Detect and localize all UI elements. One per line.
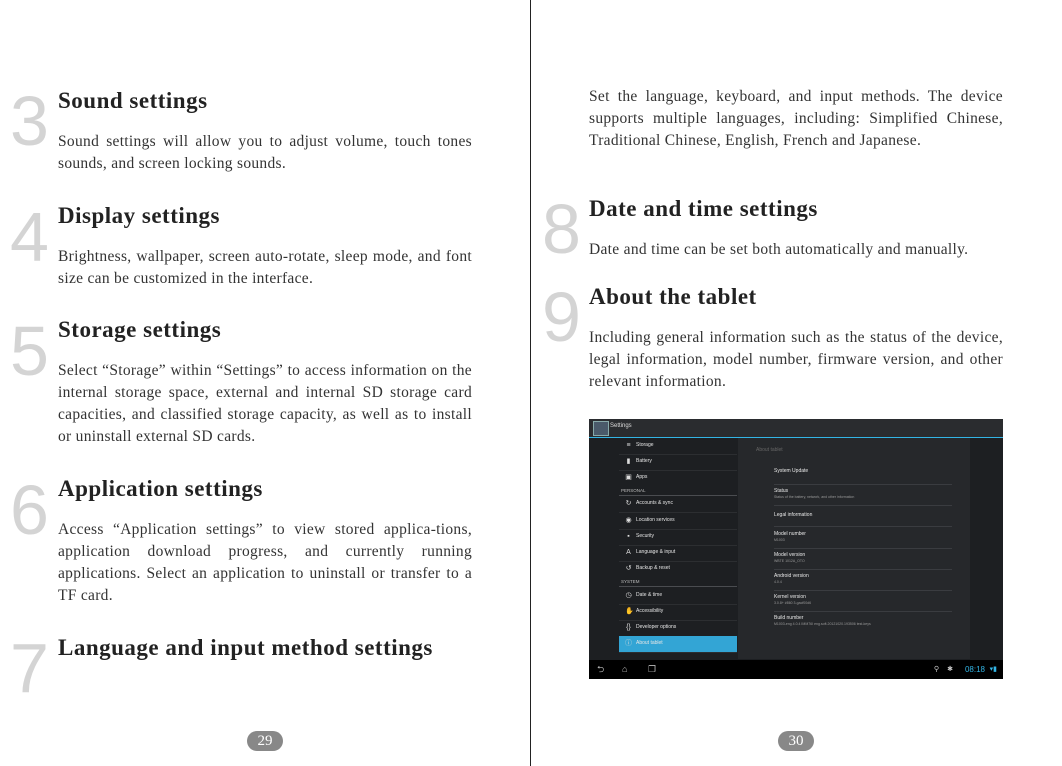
menu-item-backup[interactable] [619, 561, 737, 577]
entry-model-number [774, 531, 952, 549]
section-number: 7 [10, 629, 49, 707]
section-title: Language and input method settings [58, 635, 433, 660]
section-text: Access “Application settings” to view stored applica-tions, application download progress, and currently running applications. Select an application to uninstall or transfer to a TF card. [58, 521, 472, 604]
developer-icon: {} [626, 624, 631, 631]
clock-icon: ◷ [625, 592, 632, 599]
entry-build-number[interactable] [774, 615, 952, 632]
section-text: Including general information such as the status of the device, legal information, model number, firmware version, and other relevant information. [589, 329, 1003, 390]
entry-subtitle: 4.0.4 [774, 580, 782, 584]
detail-pane [738, 438, 970, 659]
entry-subtitle: 3.0.8+ #860 3-gacf00d6 [774, 601, 812, 605]
category-divider [619, 586, 737, 587]
entry-subtitle: Status of the battery, network, and other information [774, 495, 855, 499]
menu-label: Accounts & sync [636, 500, 673, 506]
section-text: Select “Storage” within “Settings” to access information on the internal storage space, external and internal SD storage card capacities, and classified storage capacity, as well as to install or uninstall external SD cards. [58, 362, 472, 445]
section-number: 4 [10, 198, 49, 276]
app-title: Settings [610, 423, 632, 429]
menu-item-apps[interactable] [619, 470, 737, 486]
menu-item-date-time[interactable] [619, 588, 737, 605]
section-number: 8 [542, 190, 581, 268]
entry-kernel-version [774, 594, 952, 612]
section-text: Brightness, wallpaper, screen auto-rotate, sleep mode, and font size can be customized in the interface. [58, 248, 472, 287]
entry-title: Status [774, 488, 789, 494]
settings-icon[interactable] [593, 421, 609, 436]
usb-icon: ⚲ [933, 666, 939, 673]
section-title: Date and time settings [589, 196, 818, 221]
section-title: About the tablet [589, 284, 757, 309]
system-nav-bar [589, 660, 1003, 679]
menu-label: Backup & reset [636, 565, 670, 571]
apps-icon: ▣ [625, 474, 632, 481]
menu-item-about-tablet[interactable] [619, 636, 737, 653]
section-title: Sound settings [58, 88, 208, 113]
entry-legal[interactable] [774, 512, 952, 527]
accessibility-icon: ✋ [625, 608, 634, 615]
clock-text: 08:18 [964, 665, 985, 674]
menu-item-language[interactable] [619, 545, 737, 562]
section-number: 3 [10, 82, 49, 160]
wifi-battery-icon: ▾▮ [989, 666, 997, 673]
entry-subtitle: M1003-eng 4.0.4 IMM76I eng.soft.20121020.193506 test-keys [774, 622, 871, 626]
section-text: Date and time can be set both automatically and manually. [589, 241, 969, 258]
settings-menu [619, 438, 737, 659]
entry-model-version [774, 552, 952, 570]
entry-title: Legal information [774, 512, 813, 518]
menu-label: Apps [636, 474, 648, 480]
menu-item-developer[interactable] [619, 620, 737, 637]
intro-text: Set the language, keyboard, and input methods. The device supports multiple languages, including: Simplified Chinese, Traditional Chinese, English, French and Japanese. [589, 88, 1003, 149]
recent-apps-icon[interactable]: ❐ [648, 664, 657, 674]
menu-item-accounts[interactable] [619, 496, 737, 513]
entry-system-update[interactable] [774, 468, 952, 485]
location-icon: ◉ [625, 517, 632, 524]
page-number: 29 [247, 731, 283, 751]
detail-title: About tablet [756, 447, 783, 453]
section-title: Storage settings [58, 317, 222, 342]
menu-item-battery[interactable] [619, 454, 737, 471]
sync-icon: ↻ [625, 500, 632, 507]
section-number: 5 [10, 312, 49, 390]
category-personal: PERSONAL [621, 488, 646, 493]
battery-icon: ▮ [626, 458, 631, 465]
menu-label: Date & time [636, 592, 663, 598]
tablet-screenshot [589, 419, 1003, 679]
menu-label: Security [636, 533, 655, 539]
menu-label: Location services [636, 517, 675, 523]
category-system: SYSTEM [621, 579, 640, 584]
menu-label: Battery [636, 458, 652, 464]
entry-status[interactable] [774, 488, 952, 506]
section-number: 6 [10, 471, 49, 549]
page-divider [530, 0, 531, 766]
entry-title: Kernel version [774, 594, 806, 600]
entry-title: Model version [774, 552, 806, 558]
home-icon[interactable]: ⌂ [622, 664, 628, 674]
entry-title: Build number [774, 615, 804, 621]
section-title: Application settings [58, 476, 263, 501]
menu-item-security[interactable] [619, 529, 737, 546]
menu-item-accessibility[interactable] [619, 604, 737, 621]
menu-label: Accessibility [636, 608, 664, 614]
backup-icon: ↺ [625, 565, 632, 572]
entry-title: System Update [774, 468, 809, 474]
entry-title: Android version [774, 573, 809, 579]
menu-item-storage[interactable] [619, 438, 737, 455]
menu-item-location[interactable] [619, 513, 737, 530]
entry-android-version[interactable] [774, 573, 952, 591]
action-bar [589, 419, 1003, 438]
info-icon: ⓘ [625, 640, 632, 647]
menu-label: Language & input [636, 549, 676, 555]
entry-subtitle: WBTE 1012A_OTO [774, 559, 805, 563]
menu-label: Storage [636, 442, 654, 448]
page-number: 30 [778, 731, 814, 751]
entry-title: Model number [774, 531, 806, 537]
storage-icon: ≡ [626, 442, 631, 449]
section-title: Display settings [58, 203, 220, 228]
entry-subtitle: M1003 [774, 538, 785, 542]
back-icon[interactable]: ⮌ [597, 664, 605, 674]
menu-label: Developer options [636, 624, 677, 630]
menu-label: About tablet [636, 640, 663, 646]
debug-icon: ✱ [947, 666, 953, 673]
section-number: 9 [542, 278, 581, 356]
language-icon: A [626, 549, 631, 556]
lock-icon: ▪ [627, 533, 630, 540]
section-text: Sound settings will allow you to adjust volume, touch tones sounds, and screen locking sounds. [58, 133, 472, 172]
